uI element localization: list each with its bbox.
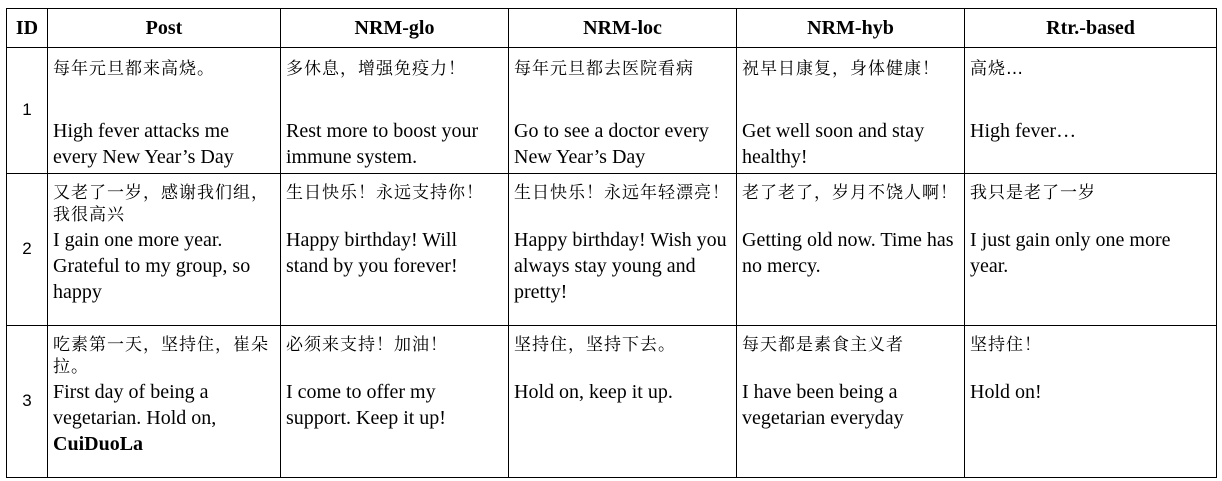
header-post: Post (48, 9, 281, 48)
chinese-text: 每天都是素食主义者 (742, 334, 904, 355)
rtr-based-cell (965, 173, 1217, 325)
english-text: Happy birthday! Will stand by you forever! (286, 228, 458, 277)
post-cell (48, 325, 281, 477)
header-row (7, 9, 1217, 48)
header-nrm-glo: NRM-glo (281, 9, 509, 48)
table-row (7, 48, 1217, 174)
header-rtr-based: Rtr.-based (965, 9, 1217, 48)
chinese-text: 又老了一岁，感谢我们组，我很高兴 (53, 182, 269, 225)
chinese-text: 坚持住，坚持下去。 (514, 334, 676, 355)
row-id: 3 (7, 325, 48, 477)
english-text: Getting old now. Time has no mercy. (742, 228, 954, 277)
post-cell (48, 173, 281, 325)
chinese-text: 老了老了，岁月不饶人啊！ (742, 182, 958, 203)
table-row (7, 325, 1217, 477)
rtr-based-cell (965, 325, 1217, 477)
english-text: Get well soon and stay healthy! (742, 120, 925, 168)
chinese-text: 坚持住！ (970, 334, 1042, 355)
english-text: Happy birthday! Wish you always stay young and pretty! (514, 228, 727, 303)
rtr-based-cell (965, 48, 1217, 174)
english-text: High fever attacks me every New Year’s Day (53, 120, 234, 168)
english-text-name: CuiDuoLa (53, 432, 144, 455)
nrm-loc-cell (509, 173, 737, 325)
nrm-hyb-cell (737, 173, 965, 325)
nrm-loc-cell (509, 48, 737, 174)
chinese-text: 吃素第一天，坚持住，崔朵拉。 (53, 334, 269, 377)
chinese-text: 祝早日康复，身体健康！ (742, 59, 940, 79)
nrm-glo-cell (281, 325, 509, 477)
table-row (7, 173, 1217, 325)
chinese-text: 高烧… (970, 59, 1024, 79)
row-id: 2 (7, 173, 48, 325)
nrm-hyb-cell (737, 325, 965, 477)
chinese-text: 每年元旦都去医院看病 (514, 59, 694, 79)
english-text: Hold on, keep it up. (514, 380, 673, 403)
chinese-text: 必须来支持！加油！ (286, 334, 448, 355)
comparison-table (6, 8, 1217, 478)
english-text: I just gain only one more year. (970, 228, 1171, 277)
chinese-text: 生日快乐！永远支持你！ (286, 182, 484, 203)
header-nrm-hyb: NRM-hyb (737, 9, 965, 48)
header-nrm-loc: NRM-loc (509, 9, 737, 48)
english-text: I come to offer my support. Keep it up! (286, 380, 446, 429)
chinese-text: 多休息，增强免疫力！ (286, 59, 466, 79)
english-text (53, 379, 276, 457)
header-id: ID (7, 9, 48, 48)
english-text: High fever… (970, 120, 1077, 142)
english-text: Hold on! (970, 380, 1042, 403)
english-text-main: First day of being a vegetarian. Hold on, (53, 380, 217, 429)
english-text: Go to see a doctor every New Year’s Day (514, 120, 709, 168)
nrm-loc-cell (509, 325, 737, 477)
chinese-text: 我只是老了一岁 (970, 182, 1096, 203)
nrm-glo-cell (281, 48, 509, 174)
english-text: Rest more to boost your immune system. (286, 120, 479, 168)
row-id: 1 (7, 48, 48, 174)
english-text: I have been being a vegetarian everyday (742, 380, 904, 429)
english-text: I gain one more year. Grateful to my group, so happy (53, 228, 251, 303)
nrm-glo-cell (281, 173, 509, 325)
nrm-hyb-cell (737, 48, 965, 174)
chinese-text: 每年元旦都来高烧。 (53, 59, 215, 79)
chinese-text: 生日快乐！永远年轻漂亮！ (514, 182, 730, 203)
post-cell (48, 48, 281, 174)
